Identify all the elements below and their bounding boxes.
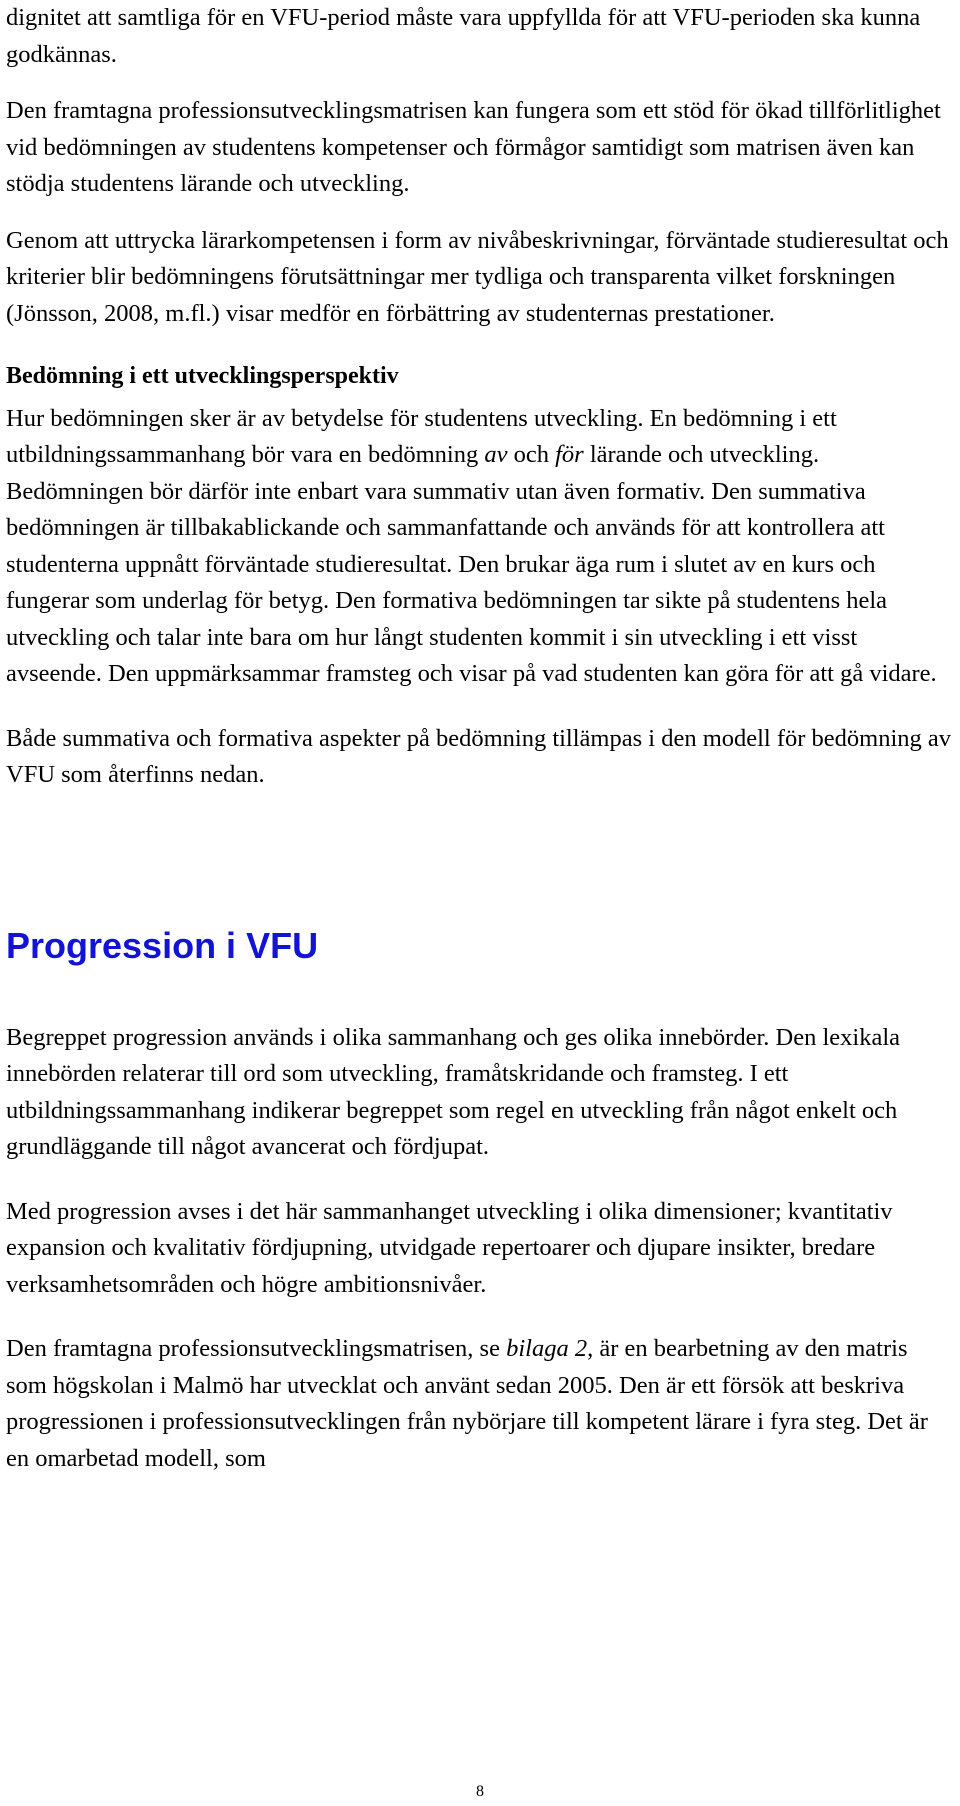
- text-run: och: [507, 441, 556, 468]
- paragraph-matrix-support: Den framtagna professionsutvecklingsmatrisen kan fungera som ett stöd för ökad tillförlitlighet vid bedömningen av studentens kompetenser och förmågor samtidigt som matrisen även kan stödja studentens lärande och utveckling.: [6, 97, 941, 197]
- page-number: 8: [476, 1783, 484, 1800]
- chapter-heading-progression: Progression i VFU: [6, 924, 319, 966]
- emphasis-appendix-reference: bilaga 2: [506, 1335, 588, 1362]
- emphasis-av: av: [484, 441, 508, 468]
- section-heading-assessment: Bedömning i ett utvecklingsperspektiv: [6, 363, 399, 389]
- emphasis-for: för: [555, 441, 584, 468]
- paragraph-summative-formative: Både summativa och formativa aspekter på bedömning tillämpas i den modell för bedömning av VFU som återfinns nedan.: [6, 724, 952, 788]
- paragraph-level-descriptions: Genom att uttrycka lärarkompetensen i form av nivåbeskrivningar, förväntade studieresultat och kriterier blir bedömningens förutsättningar mer tydliga och transparenta vilket forskningen (Jönsson, 2008, m.fl.) visar medför en förbättring av studenternas prestationer.: [6, 226, 949, 327]
- text-run: Den framtagna professionsutvecklingsmatrisen, se: [6, 1335, 507, 1362]
- paragraph-progression-dimensions: Med progression avses i det här sammanhanget utveckling i olika dimensioner; kvantitativ expansion och kvalitativ fördjupning, utvidgade repertoarer och djupare insikter, bredare verksamhetsområden och högre ambitionsnivåer.: [6, 1197, 893, 1298]
- paragraph-vfu-requirements: dignitet att samtliga för en VFU-period måste vara uppfyllda för att VFU-perioden ska kunna godkännas.: [6, 4, 921, 68]
- paragraph-matrix-revision: [6, 1331, 954, 1477]
- text-run: Hur bedömningen sker är av betydelse för studentens utveckling. En bedömning i ett utbildningssammanhang bör vara en bedömning: [6, 404, 837, 468]
- document-page: [6, 0, 954, 1477]
- text-run: lärande och utveckling. Bedömningen bör därför inte enbart vara summativ utan även formativ. Den summativa bedömningen är tillbakablickande och sammanfattande och används för att kontrollera att studenterna uppnått förväntade studieresultat. Den brukar äga rum i slutet av en kurs och fungerar som underlag för betyg. Den formativa bedömningen tar sikte på studentens hela utveckling och talar inte bara om hur långt studenten kommit i sin utveckling i ett visst avseende. Den uppmärksammar framsteg och visar på vad studenten kan göra för att gå vidare.: [6, 441, 937, 687]
- paragraph-progression-concept: Begreppet progression används i olika sammanhang och ges olika innebörder. Den lexikala innebörden relaterar till ord som utveckling, framåtskridande och framsteg. I ett utbildningssammanhang indikerar begreppet som regel en utveckling från något enkelt och grundläggande till något avancerat och fördjupat.: [6, 1023, 900, 1160]
- paragraph-assessment-perspective: [6, 401, 954, 693]
- text-run: , är en bearbetning av den matris som högskolan i Malmö har utvecklat och använt sedan 2005. Den är ett försök att beskriva progressionen i professionsutvecklingen från nybörjare till kompetent lärare i fyra steg. Det är en omarbetad modell, som: [6, 1335, 928, 1472]
